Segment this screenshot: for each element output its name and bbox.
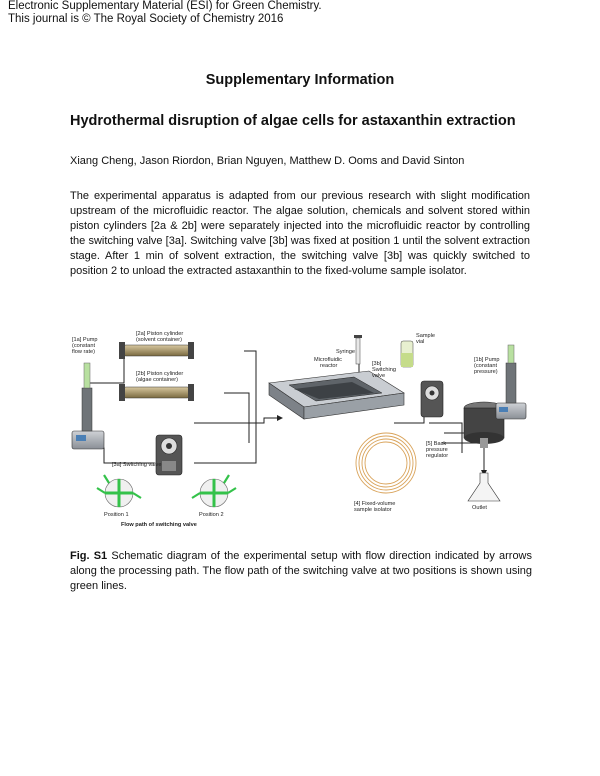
journal-header-line2: This journal is © The Royal Society of Chemistry 2016 bbox=[8, 13, 284, 25]
paper-authors: Xiang Cheng, Jason Riordon, Brian Nguyen, Matthew D. Ooms and David Sinton bbox=[70, 155, 465, 167]
label-syringe: Syringe bbox=[336, 349, 355, 355]
label-pump-1b: [1b] Pump bbox=[474, 357, 500, 363]
label-reactor-b: reactor bbox=[320, 363, 338, 369]
label-pump-1a-c: flow rate) bbox=[72, 349, 96, 355]
label-outlet: Outlet bbox=[472, 505, 487, 511]
label-bpr: [5] Back bbox=[426, 441, 447, 447]
paper-title: Hydrothermal disruption of algae cells for astaxanthin extraction bbox=[70, 113, 516, 129]
label-bpr-c: regulator bbox=[426, 453, 449, 459]
label-valve-3b-c: valve bbox=[372, 373, 386, 379]
pump-1a bbox=[72, 363, 104, 449]
label-cylinder-2a: [2a] Piston cylinder bbox=[136, 331, 184, 337]
switching-valve-3a bbox=[156, 435, 182, 475]
sample-vial bbox=[401, 341, 413, 367]
caption-label: Fig. S1 bbox=[70, 550, 108, 562]
switching-valve-3b bbox=[421, 381, 443, 417]
label-position-1: Position 1 bbox=[104, 512, 129, 518]
label-bpr-b: pressure bbox=[426, 447, 448, 453]
flow-path-position-1 bbox=[97, 475, 141, 507]
label-cylinder-2b: [2b] Piston cylinder bbox=[136, 371, 184, 377]
label-reactor: Microfluidic bbox=[314, 357, 342, 363]
label-isolator: [4] Fixed-volume bbox=[354, 501, 396, 507]
piston-cylinder-2b bbox=[119, 384, 194, 401]
body-paragraph: The experimental apparatus is adapted from our previous research with slight modification upstream of the microfluidic reactor. The algae solution, chemicals and solvent stored within piston cylinders [2a & 2b] were separately injected into the microfluidic reactor by controlling the switching valve [3a]. Switching valve [3b] was fixed at position 1 until the solvent extraction stage. After 1 min of solvent extraction, the switching valve [3b] was quickly switched to position 2 to unload the extracted astaxanthin to the fixed-volume sample isolator. bbox=[70, 190, 530, 277]
label-pump-1a: [1a] Pump bbox=[72, 337, 98, 343]
label-valve-3a: [3a] Switching valve bbox=[112, 462, 162, 468]
caption-text: Schematic diagram of the experimental setup with flow direction indicated by arrows along the processing path. The flow path of the switching valve at two positions is shown using green lines. bbox=[70, 550, 533, 592]
label-pump-1a-b: (constant bbox=[72, 343, 96, 349]
pump-1b bbox=[496, 345, 526, 419]
outlet-flask bbox=[468, 473, 500, 501]
syringe bbox=[354, 335, 362, 364]
label-cylinder-2a-b: (solvent container) bbox=[136, 337, 183, 343]
label-sample-vial: Sample bbox=[416, 333, 435, 339]
figure-caption bbox=[70, 549, 532, 594]
label-flow-path: Flow path of switching valve bbox=[121, 522, 197, 528]
label-valve-3b: [3b] bbox=[372, 361, 382, 367]
label-position-2: Position 2 bbox=[199, 512, 224, 518]
label-cylinder-2b-b: (algae container) bbox=[136, 377, 178, 383]
experimental-setup-figure bbox=[64, 323, 534, 535]
flow-path-position-2 bbox=[192, 475, 236, 507]
label-pump-1b-c: pressure) bbox=[474, 369, 498, 375]
label-pump-1b-b: (constant bbox=[474, 363, 498, 369]
label-sample-vial-b: vial bbox=[416, 339, 425, 345]
piston-cylinder-2a bbox=[119, 342, 194, 359]
label-isolator-b: sample isolator bbox=[354, 507, 392, 513]
label-valve-3b-b: Switching bbox=[372, 367, 396, 373]
journal-header-line1: Electronic Supplementary Material (ESI) for Green Chemistry. bbox=[8, 0, 322, 12]
section-title: Supplementary Information bbox=[205, 72, 395, 88]
fixed-volume-sample-isolator bbox=[356, 433, 416, 493]
